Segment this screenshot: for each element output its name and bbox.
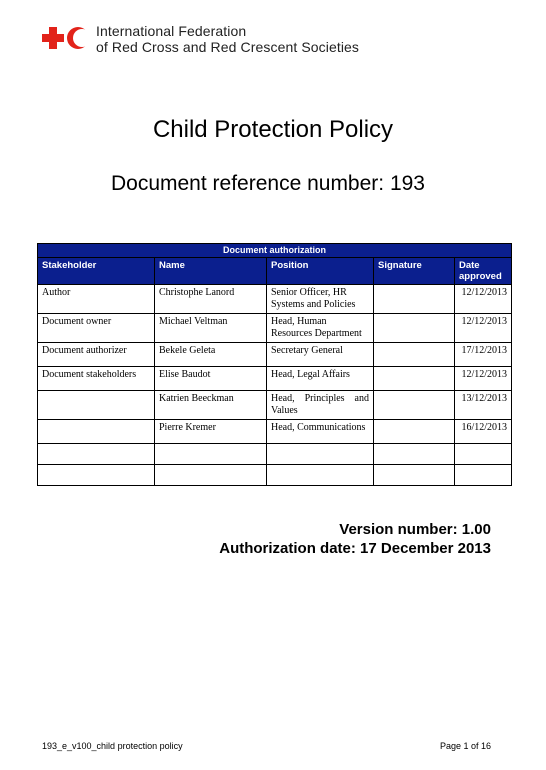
name-cell: Elise Baudot <box>155 367 267 391</box>
org-name-line-2: of Red Cross and Red Crescent Societies <box>96 39 360 55</box>
authorization-date: Authorization date: 17 December 2013 <box>219 540 491 557</box>
position-cell: Head, Human Resources Department <box>267 314 374 343</box>
signature-cell <box>374 444 455 465</box>
table-row <box>38 444 512 465</box>
footer-page-number: Page 1 of 16 <box>439 741 491 751</box>
date-cell: 13/12/2013 <box>455 391 512 420</box>
table-row <box>38 285 512 314</box>
table-row <box>38 420 512 444</box>
stakeholder-cell <box>38 444 155 465</box>
date-cell: 12/12/2013 <box>455 367 512 391</box>
document-reference: Document reference number: 193 <box>110 172 425 195</box>
stakeholder-cell <box>38 465 155 486</box>
date-cell <box>455 444 512 465</box>
stakeholder-cell <box>38 420 155 444</box>
table-row <box>38 367 512 391</box>
signature-cell <box>374 391 455 420</box>
signature-cell <box>374 465 455 486</box>
date-cell: 16/12/2013 <box>455 420 512 444</box>
name-cell <box>155 465 267 486</box>
position-cell <box>267 465 374 486</box>
table-caption: Document authorization <box>38 244 512 258</box>
column-header-date-approved: Date approved <box>455 258 512 285</box>
stakeholder-cell: Document stakeholders <box>38 367 155 391</box>
red-cross-icon <box>42 27 64 49</box>
position-cell: Head, Principles and Values <box>267 391 374 420</box>
version-block <box>219 520 491 558</box>
table-row <box>38 391 512 420</box>
org-name-line-1: International Federation <box>96 23 247 39</box>
name-cell: Michael Veltman <box>155 314 267 343</box>
table-header-row <box>38 258 512 285</box>
position-cell: Head, Communications <box>267 420 374 444</box>
table-row <box>38 465 512 486</box>
position-cell <box>267 444 374 465</box>
signature-cell <box>374 367 455 391</box>
date-cell: 12/12/2013 <box>455 314 512 343</box>
date-cell <box>455 465 512 486</box>
date-cell: 17/12/2013 <box>455 343 512 367</box>
position-cell: Secretary General <box>267 343 374 367</box>
column-header-signature: Signature <box>374 258 455 285</box>
signature-cell <box>374 285 455 314</box>
name-cell: Pierre Kremer <box>155 420 267 444</box>
organization-name <box>96 23 359 55</box>
stakeholder-cell: Author <box>38 285 155 314</box>
footer-filename: 193_e_v100_child protection policy <box>42 741 183 751</box>
signature-cell <box>374 343 455 367</box>
position-cell: Senior Officer, HR Systems and Policies <box>267 285 374 314</box>
position-cell: Head, Legal Affairs <box>267 367 374 391</box>
signature-cell <box>374 420 455 444</box>
table-row <box>38 343 512 367</box>
stakeholder-cell: Document owner <box>38 314 155 343</box>
column-header-name: Name <box>155 258 267 285</box>
name-cell: Bekele Geleta <box>155 343 267 367</box>
authorization-table <box>37 243 512 486</box>
name-cell: Christophe Lanord <box>155 285 267 314</box>
stakeholder-cell <box>38 391 155 420</box>
table-row <box>38 314 512 343</box>
stakeholder-cell: Document authorizer <box>38 343 155 367</box>
document-title: Child Protection Policy <box>152 116 394 143</box>
date-cell: 12/12/2013 <box>455 285 512 314</box>
column-header-stakeholder: Stakeholder <box>38 258 155 285</box>
name-cell <box>155 444 267 465</box>
signature-cell <box>374 314 455 343</box>
name-cell: Katrien Beeckman <box>155 391 267 420</box>
version-number: Version number: 1.00 <box>339 521 491 538</box>
column-header-position: Position <box>267 258 374 285</box>
red-crescent-icon <box>66 26 90 50</box>
